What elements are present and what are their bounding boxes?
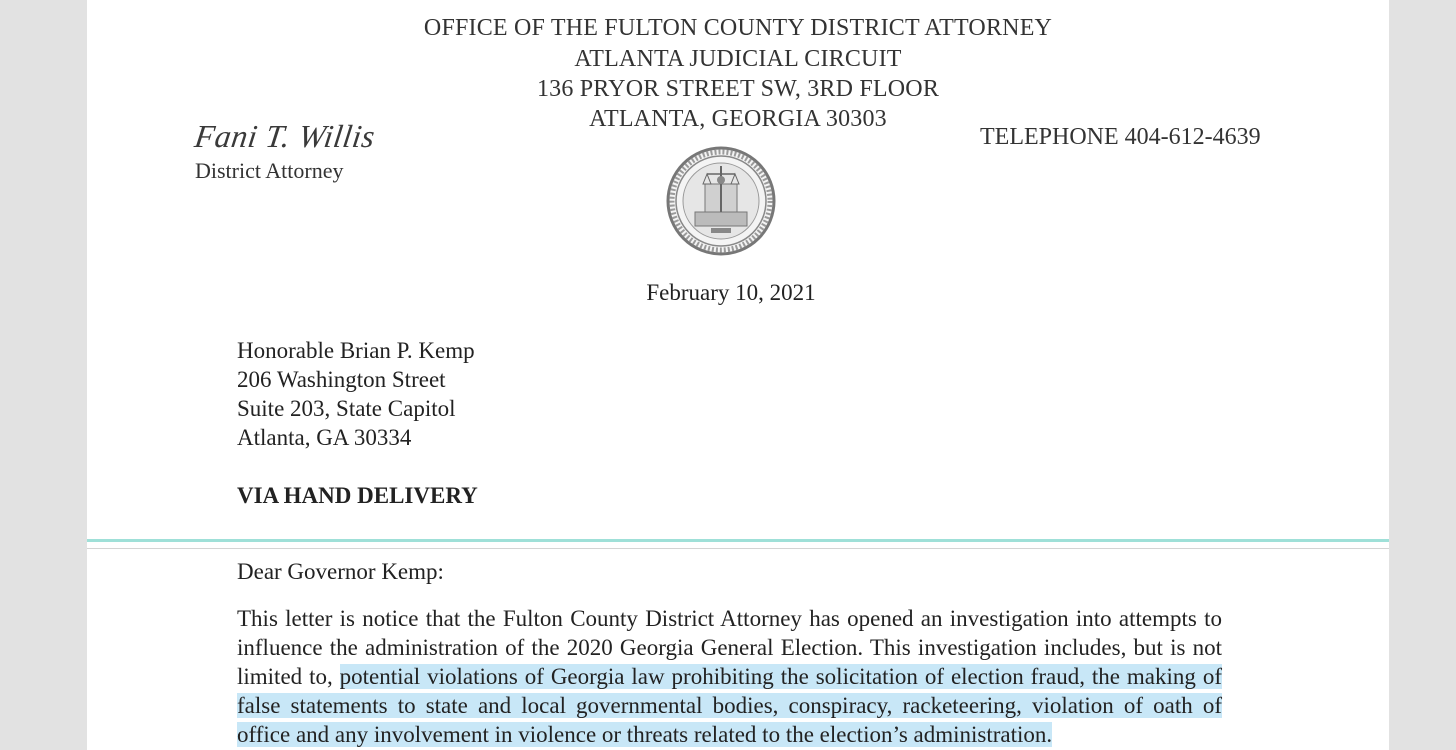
signature-title: District Attorney [195,158,344,183]
body-plain-text: This letter is notice that the Fulton County District Attorney has opened an investigation into attempts to influence the administration of the 2020 Georgia General Election. This investigation includes, but is not limited to, [237,606,1222,689]
letter-body [237,604,1222,749]
letterhead-city: ATLANTA, GEORGIA 30303 [589,106,887,132]
recipient-city: Atlanta, GA 30334 [237,425,412,450]
recipient-name: Honorable Brian P. Kemp [237,338,475,363]
page-divider [87,539,1389,542]
greeting: Dear Governor Kemp: [237,559,444,584]
county-seal-icon [665,144,777,258]
letterhead-office: OFFICE OF THE FULTON COUNTY DISTRICT ATTORNEY [423,15,1053,41]
signature: Fani T. Willis [192,118,378,154]
letterhead-circuit: ATLANTA JUDICIAL CIRCUIT [574,46,902,72]
delivery-method: VIA HAND DELIVERY [237,483,478,508]
body-highlighted-text[interactable]: potential violations of Georgia law prohibiting the solicitation of election fraud, the making of false statements to state and local governmental bodies, conspiracy, racketeering, violation of oath of office and any involvement in violence or threats related to the election’s administration. [237,664,1222,747]
letterhead-street: 136 PRYOR STREET SW, 3RD FLOOR [536,76,940,102]
page-divider-secondary [87,548,1389,549]
recipient-street: 206 Washington Street [237,367,446,392]
letter-page [87,0,1389,750]
recipient-suite: Suite 203, State Capitol [237,396,456,421]
telephone: TELEPHONE 404-612-4639 [980,124,1261,150]
letter-date: February 10, 2021 [646,280,816,305]
